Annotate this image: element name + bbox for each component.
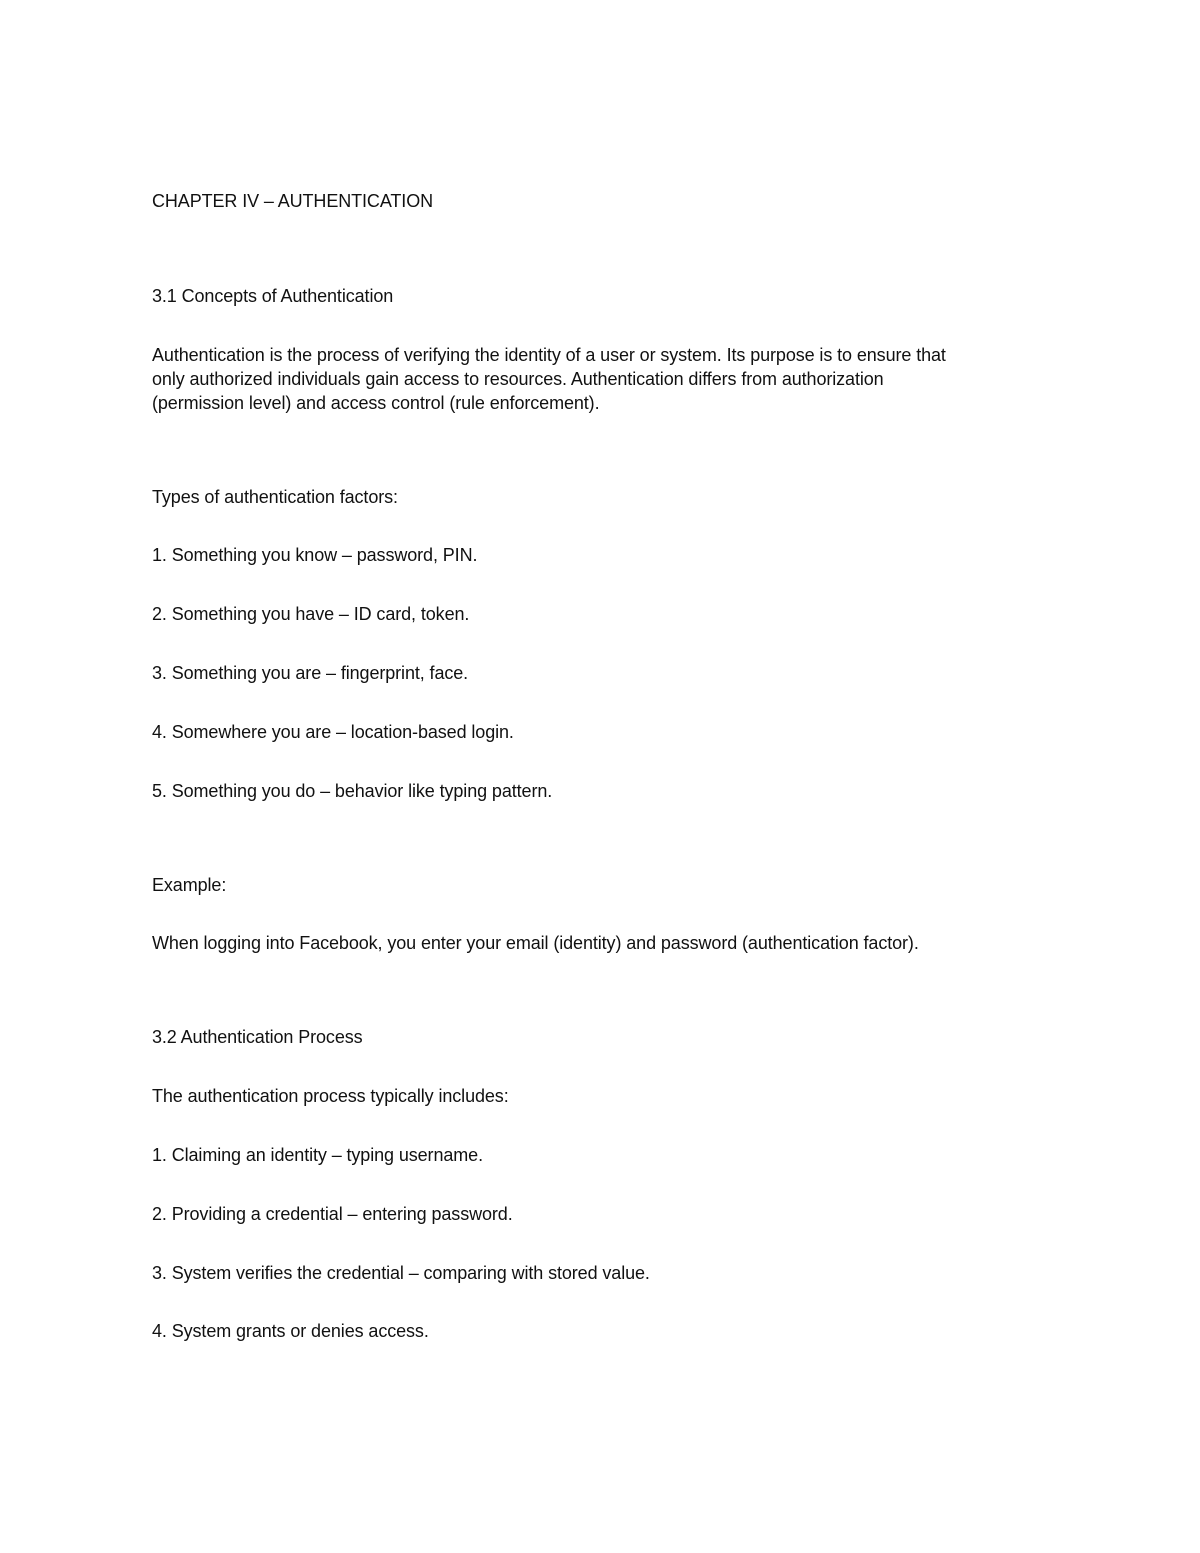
factor-list-item: 3. Something you are – fingerprint, face.: [152, 663, 469, 683]
section-heading-concepts: 3.1 Concepts of Authentication: [152, 286, 394, 306]
example-text: When logging into Facebook, you enter your email (identity) and password (authentication factor).: [152, 933, 919, 953]
process-step-item: 1. Claiming an identity – typing username.: [152, 1145, 483, 1165]
process-step-item: 2. Providing a credential – entering password.: [152, 1204, 513, 1224]
example-label: Example:: [152, 875, 227, 895]
process-step-item: 4. System grants or denies access.: [152, 1321, 429, 1341]
factor-list-item: 4. Somewhere you are – location-based login.: [152, 722, 514, 742]
intro-paragraph-line-3: (permission level) and access control (rule enforcement).: [152, 393, 600, 413]
factor-list-item: 2. Something you have – ID card, token.: [152, 604, 470, 624]
factor-list-item: 1. Something you know – password, PIN.: [152, 545, 478, 565]
factor-list-item: 5. Something you do – behavior like typing pattern.: [152, 781, 553, 801]
process-step-item: 3. System verifies the credential – comparing with stored value.: [152, 1263, 650, 1283]
factors-heading: Types of authentication factors:: [152, 487, 398, 507]
chapter-title: CHAPTER IV – AUTHENTICATION: [152, 191, 434, 211]
section-heading-process: 3.2 Authentication Process: [152, 1027, 363, 1047]
process-intro: The authentication process typically includes:: [152, 1086, 509, 1106]
intro-paragraph-line-1: Authentication is the process of verifying the identity of a user or system. Its purpose is to ensure that: [152, 345, 946, 365]
intro-paragraph-line-2: only authorized individuals gain access to resources. Authentication differs from authorization: [152, 369, 884, 389]
